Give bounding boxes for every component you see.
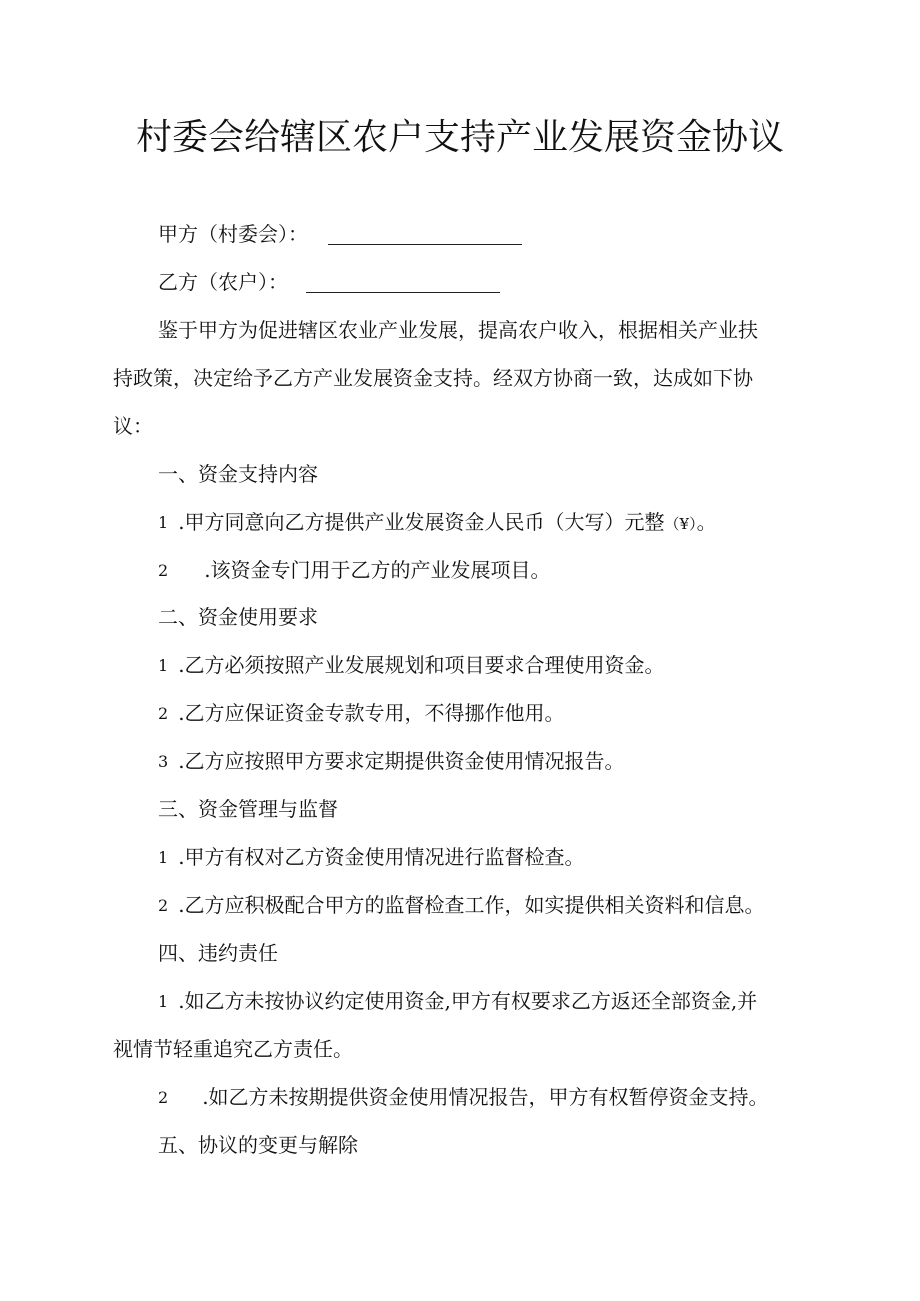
item-number: 2 [158,561,169,580]
item-text: .乙方应积极配合甲方的监督检查工作，如实提供相关资料和信息。 [178,893,765,917]
item-number: 2 [158,896,169,915]
party-b-blank [306,272,500,293]
item-text: .如乙方未按期提供资金使用情况报告，甲方有权暂停资金支持。 [202,1085,769,1109]
section-2-item-1 [158,651,665,680]
section-4-item-1-continued: 视情节轻重追究乙方责任。 [113,1037,353,1061]
item-number: 1 [158,656,169,675]
item-number: 1 [158,848,169,867]
item-text: .如乙方未按协议约定使用资金,甲方有权要求乙方返还全部资金,并 [178,989,758,1013]
item-text: .甲方同意向乙方提供产业发展资金人民币（大写）元整 [178,510,665,534]
item-number: 3 [158,752,169,771]
section-3-item-1 [158,843,585,872]
party-a-line [158,220,522,248]
section-5-heading: 五、协议的变更与解除 [158,1133,358,1157]
preamble-line-2: 持政策，决定给予乙方产业发展资金支持。经双方协商一致，达成如下协 [113,366,753,390]
section-4-item-2 [158,1083,769,1112]
item-number: 2 [158,1088,169,1107]
section-3-item-2 [158,891,765,920]
section-2-heading: 二、资金使用要求 [158,605,318,629]
section-2-item-3 [158,747,625,776]
item-number: 2 [158,704,169,723]
item-text: .甲方有权对乙方资金使用情况进行监督检查。 [178,845,585,869]
item-number: 1 [158,992,169,1011]
preamble-line-1: 鉴于甲方为促进辖区农业产业发展，提高农户收入，根据相关产业扶 [158,318,758,342]
party-a-label: 甲方（村委会）： [158,222,308,246]
section-4-item-1 [158,987,757,1016]
party-b-label: 乙方（农户）： [158,270,288,294]
item-text: .乙方应按照甲方要求定期提供资金使用情况报告。 [178,749,625,773]
item-end: 。 [696,510,717,534]
preamble-line-3: 议： [113,414,153,438]
item-amount-symbol: （¥） [664,515,697,533]
section-1-item-1 [158,508,717,538]
section-2-item-2 [158,699,565,728]
item-number: 1 [158,513,169,532]
item-text: .乙方应保证资金专款专用，不得挪作他用。 [178,701,565,725]
section-1-heading: 一、资金支持内容 [158,462,318,486]
party-b-line [158,268,500,296]
item-text: .乙方必须按照产业发展规划和项目要求合理使用资金。 [178,653,665,677]
section-3-heading: 三、资金管理与监督 [158,797,338,821]
document-title: 村委会给辖区农户支持产业发展资金协议 [135,117,784,158]
party-a-blank [328,224,522,245]
section-1-item-2 [158,556,551,585]
section-4-heading: 四、违约责任 [158,941,278,965]
item-text: .该资金专门用于乙方的产业发展项目。 [204,558,551,582]
